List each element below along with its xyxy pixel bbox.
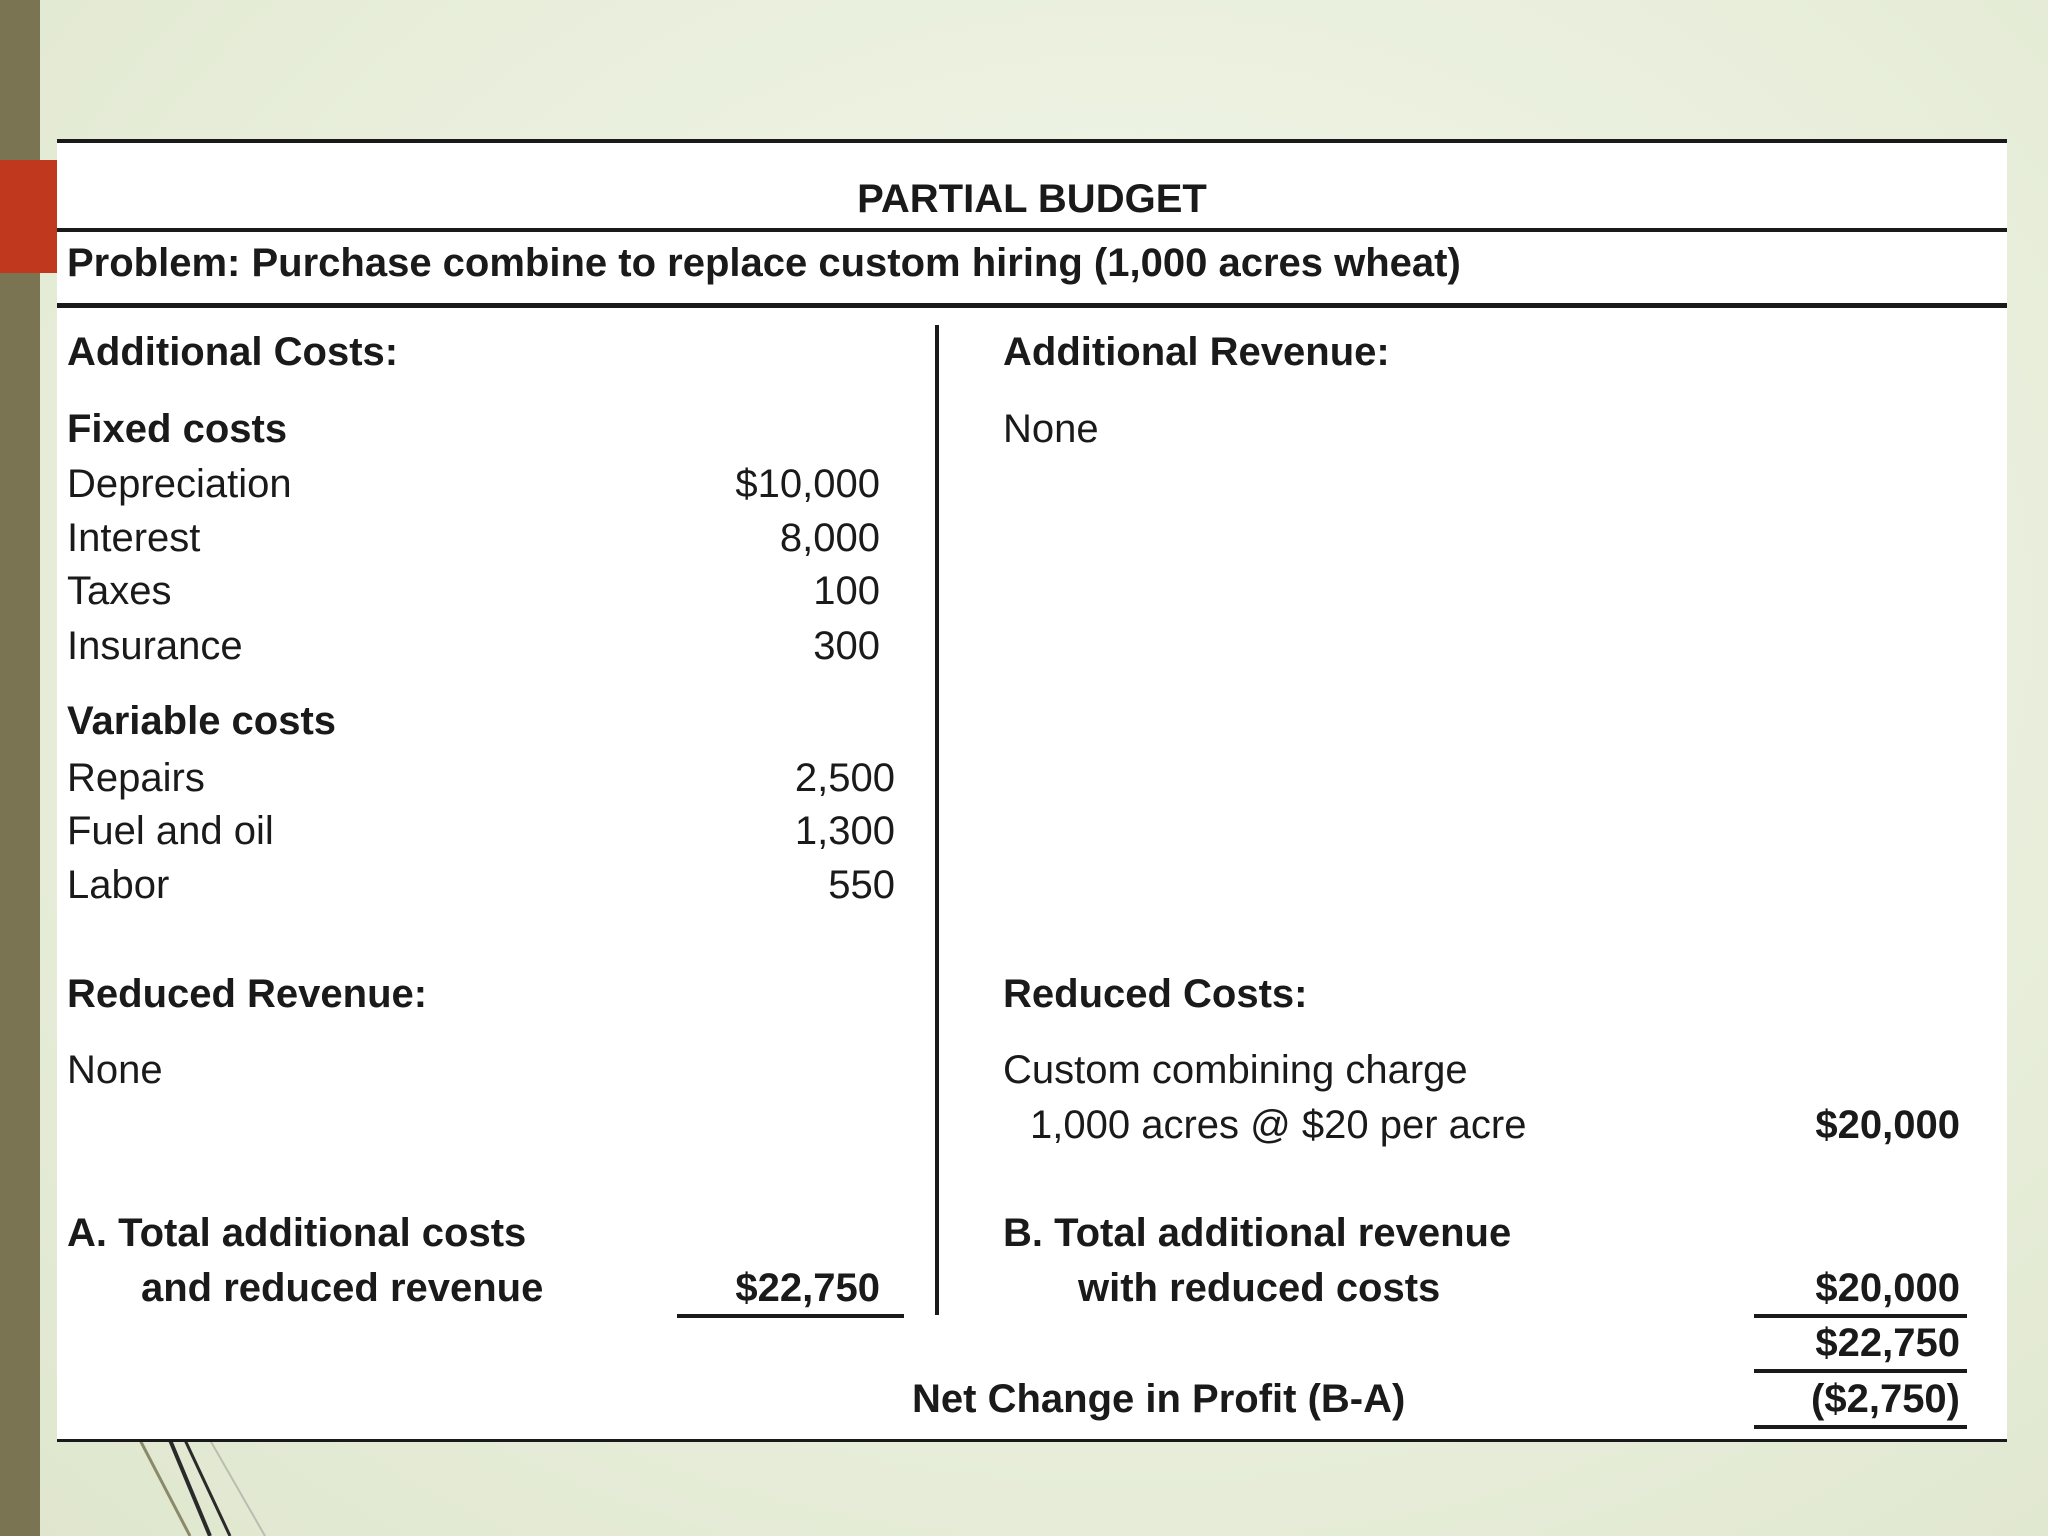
problem-statement: Problem: Purchase combine to replace custom hiring (1,000 acres wheat) [67, 241, 1461, 285]
cost-label: Fuel and oil [67, 809, 274, 853]
cost-label: Interest [67, 516, 201, 560]
column-divider [935, 325, 939, 1315]
total-a-line1: A. Total additional costs [67, 1211, 527, 1255]
total-a-underline [677, 1314, 904, 1318]
reduced-costs-heading: Reduced Costs: [1003, 972, 1308, 1016]
table-title: PARTIAL BUDGET [857, 177, 1207, 221]
net-minus-a: $22,750 [1815, 1321, 1960, 1365]
cost-label: Repairs [67, 756, 205, 800]
reduced-revenue-heading: Reduced Revenue: [67, 972, 428, 1016]
total-a-line2: and reduced revenue [141, 1266, 544, 1310]
cost-value: 8,000 [779, 516, 880, 560]
cost-value: 100 [813, 569, 880, 613]
reduced-costs-amount: $20,000 [1815, 1103, 1960, 1147]
total-b-line2: with reduced costs [1078, 1266, 1441, 1310]
cost-label: Depreciation [67, 462, 292, 506]
cost-label: Taxes [67, 569, 172, 613]
net-change-result: ($2,750) [1811, 1377, 1960, 1421]
cost-value: $10,000 [735, 462, 880, 506]
additional-costs-heading: Additional Costs: [67, 330, 399, 374]
decorative-strokes [130, 1440, 290, 1536]
total-b-underline [1754, 1314, 1967, 1318]
additional-revenue-heading: Additional Revenue: [1003, 330, 1390, 374]
reduced-costs-line1: Custom combining charge [1003, 1048, 1468, 1092]
cost-label: Insurance [67, 624, 243, 668]
red-accent-block [0, 160, 57, 273]
cost-label: Labor [67, 863, 170, 907]
net-underline [1754, 1369, 1967, 1373]
additional-revenue-value: None [1003, 407, 1099, 451]
total-a-amount: $22,750 [735, 1266, 880, 1310]
cost-value: 2,500 [794, 756, 895, 800]
reduced-revenue-value: None [67, 1048, 163, 1092]
variable-costs-heading: Variable costs [67, 699, 337, 743]
fixed-costs-heading: Fixed costs [67, 407, 288, 451]
net-result-underline [1754, 1425, 1967, 1429]
problem-divider [57, 303, 2007, 308]
net-change-label: Net Change in Profit (B-A) [912, 1377, 1406, 1421]
cost-value: 550 [828, 863, 895, 907]
cost-value: 1,300 [794, 809, 895, 853]
title-divider [57, 228, 2007, 232]
total-b-amount: $20,000 [1815, 1266, 1960, 1310]
cost-value: 300 [813, 624, 880, 668]
reduced-costs-line2: 1,000 acres @ $20 per acre [1030, 1103, 1527, 1147]
total-b-line1: B. Total additional revenue [1003, 1211, 1512, 1255]
partial-budget-table [57, 139, 2007, 1442]
